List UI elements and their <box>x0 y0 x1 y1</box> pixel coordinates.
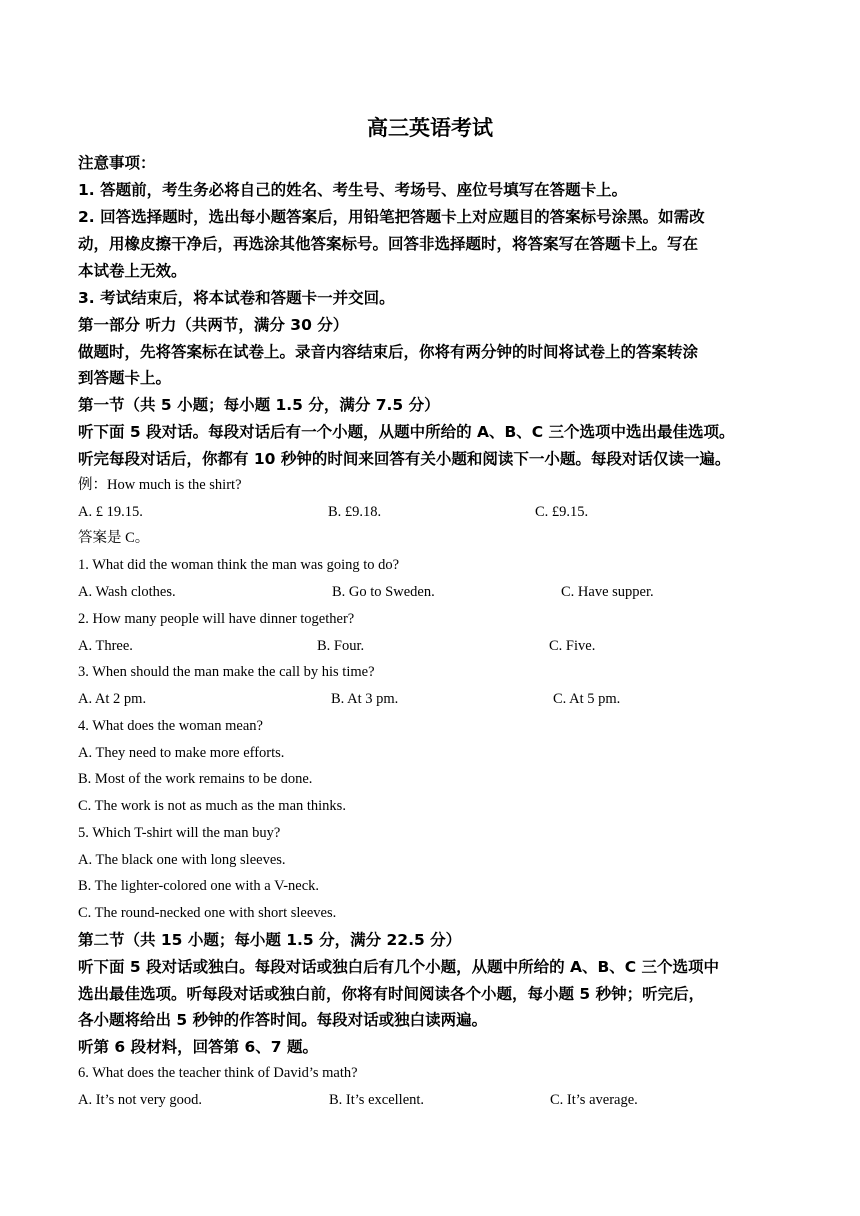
notice-line-1: 1. 答题前，考生务必将自己的姓名、考生号、考场号、座位号填写在答题卡上。 <box>78 181 628 199</box>
section2-instruction-a: 听下面 5 段对话或独白。每段对话或独白后有几个小题，从题中所给的 A、B、C 三个选项中 <box>78 958 720 976</box>
example-question: 例：How much is the shirt? <box>78 477 242 493</box>
section1-instruction-b: 听完每段对话后，你都有 10 秒钟的时间来回答有关小题和阅读下一小题。每段对话仅读一遍。 <box>78 450 731 468</box>
notice-line-2a: 2. 回答选择题时，选出每小题答案后，用铅笔把答题卡上对应题目的答案标号涂黑。如需改 <box>78 208 705 226</box>
part1-heading: 第一部分 听力（共两节，满分 30 分） <box>78 316 349 334</box>
q6-option-b: B. It’s excellent. <box>329 1092 425 1108</box>
example-answer: 答案是 C。 <box>78 530 150 546</box>
question-5: 5. Which T-shirt will the man buy? <box>78 825 281 841</box>
section2-instruction-c: 各小题将给出 5 秒钟的作答时间。每段对话或独白读两遍。 <box>78 1011 488 1029</box>
question-6: 6. What does the teacher think of David’s math? <box>78 1065 358 1081</box>
q4-option-a: A. They need to make more efforts. <box>78 745 285 761</box>
q1-option-c: C. Have supper. <box>561 584 654 600</box>
q2-option-b: B. Four. <box>317 638 365 654</box>
example-option-b: B. £9.18. <box>328 504 382 520</box>
part1-intro-b: 到答题卡上。 <box>78 369 172 387</box>
question-1: 1. What did the woman think the man was going to do? <box>78 557 400 573</box>
question-2: 2. How many people will have dinner together? <box>78 611 355 627</box>
q6-option-a: A. It’s not very good. <box>78 1092 203 1108</box>
example-option-a: A. £ 19.15. <box>78 504 143 520</box>
q1-option-a: A. Wash clothes. <box>78 584 176 600</box>
section1-heading: 第一节（共 5 小题；每小题 1.5 分，满分 7.5 分） <box>78 396 440 414</box>
notice-line-2c: 本试卷上无效。 <box>78 262 187 280</box>
q5-option-a: A. The black one with long sleeves. <box>78 852 286 868</box>
section1-instruction-a: 听下面 5 段对话。每段对话后有一个小题，从题中所给的 A、B、C 三个选项中选出最佳选项。 <box>78 423 735 441</box>
q2-option-c: C. Five. <box>549 638 596 654</box>
q3-option-a: A. At 2 pm. <box>78 691 147 707</box>
q5-option-c: C. The round-necked one with short sleeves. <box>78 905 337 921</box>
q3-option-c: C. At 5 pm. <box>553 691 621 707</box>
section2-instruction-b: 选出最佳选项。听每段对话或独白前，你将有时间阅读各个小题，每小题 5 秒钟；听完后， <box>78 985 705 1003</box>
notice-line-3: 3. 考试结束后，将本试卷和答题卡一并交回。 <box>78 289 395 307</box>
notice-line-2b: 动，用橡皮擦干净后，再选涂其他答案标号。回答非选择题时，将答案写在答题卡上。写在 <box>78 235 699 253</box>
page-title: 高三英语考试 <box>367 115 493 140</box>
q3-option-b: B. At 3 pm. <box>331 691 399 707</box>
q4-option-b: B. Most of the work remains to be done. <box>78 771 313 787</box>
part1-intro-a: 做题时，先将答案标在试卷上。录音内容结束后，你将有两分钟的时间将试卷上的答案转涂 <box>78 343 699 361</box>
q6-option-c: C. It’s average. <box>550 1092 638 1108</box>
q5-option-b: B. The lighter-colored one with a V-neck. <box>78 878 320 894</box>
question-3: 3. When should the man make the call by his time? <box>78 664 375 680</box>
question-4: 4. What does the woman mean? <box>78 718 263 734</box>
material-6-heading: 听第 6 段材料，回答第 6、7 题。 <box>78 1038 318 1056</box>
q2-option-a: A. Three. <box>78 638 133 654</box>
notice-heading: 注意事项： <box>78 154 156 172</box>
section2-heading: 第二节（共 15 小题；每小题 1.5 分，满分 22.5 分） <box>78 931 462 949</box>
q1-option-b: B. Go to Sweden. <box>332 584 435 600</box>
example-option-c: C. £9.15. <box>535 504 589 520</box>
q4-option-c: C. The work is not as much as the man thinks. <box>78 798 346 814</box>
